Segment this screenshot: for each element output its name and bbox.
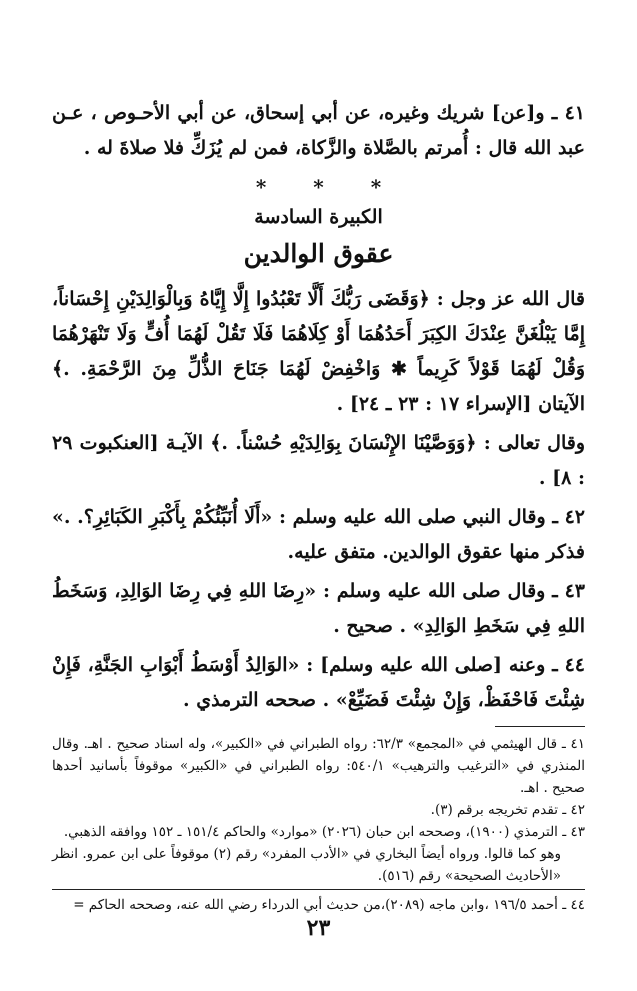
footnote-43: ٤٣ ـ الترمذي (١٩٠٠)، وصححه ابن حبان (٢٠٢٦) «موارد» والحاكم ١٥١/٤ ـ ١٥٢ ووافقه الذهبي. [63,824,585,840]
page-number: ٢٣ [306,915,331,941]
quran-verse-2: وقال تعالى : ﴿وَوَصَّيْنَا الإِنْسَانَ بِوَالِدَيْهِ حُسْناً. .﴾ الآيـة [العنكبوت ٢٩ : ٨] . [52,432,585,489]
footnote-41: ٤١ ـ قال الهيثمي في «المجمع» ٦٢/٣: رواه الطبراني في «الكبير»، وله اسناد صحيح . اهـ. وقال المنذري في «الترغيب والترهيب» ٥٤٠/١: رواه الطبراني في «الكبير» موقوفاً بأسانيد أحدها صحيح . اهـ. [52,736,586,796]
hadith-41: ٤١ ـ و[عن] شريك وغيره، عن أبي إسحاق، عن أبي الأحـوص ، عـن عبد الله قال : أُمرتم بالصَّلاة والزَّكاة، فمن لم يُزَكِّ فلا صلاةَ له . [52,102,585,159]
section-title: عقوق الوالدين [243,239,394,268]
hadith-44: ٤٤ ـ وعنه [صلى الله عليه وسلم] : «الوَالِدُ أَوْسَطُ أَبْوَابِ الجَنَّةِ، فَإِنْ شِئْتَ فَاحْفَظْ، وَإِنْ شِئْتَ فَضَيِّعْ» . صححه الترمذي . [52,654,585,711]
footnote-43-continued: وهو كما قالوا. ورواه أيضاً البخاري في «الأدب المفرد» رقم (٢) موقوفاً على ابن عمرو. انظر «الأحاديث الصحيحة» رقم (٥١٦). [52,846,561,884]
footnote-44: ٤٤ ـ أحمد ١٩٦/٥ ،وابن ماجه (٢٠٨٩)،من حديث أبي الدرداء رضي الله عنه، وصححه الحاكم = [73,897,585,913]
section-subtitle: الكبيرة السادسة [254,206,383,228]
separator-stars: * * * [255,175,382,199]
hadith-42: ٤٢ ـ وقال النبي صلى الله عليه وسلم : «أَلَا أُنَبِّئُكُمْ بِأَكْبَرِ الكَبَائِرِ؟. .» فذكر منها عقوق الوالدين. متفق عليه. [52,506,585,563]
hadith-43: ٤٣ ـ وقال صلى الله عليه وسلم : «رِضَا اللهِ فِي رِضَا الوَالِدِ، وَسَخَطُ اللهِ فِي سَخَطِ الوَالِدِ» . صحيح . [52,580,585,637]
footnote-inner-divider [52,889,585,890]
footnote-divider [495,726,585,727]
footnote-42: ٤٢ ـ تقدم تخريجه برقم (٣). [430,802,585,818]
quran-verse-1: قال الله عز وجل : ﴿وَقَضَى رَبُّكَ أَلَّا تَعْبُدُوا إِلَّا إِيَّاهُ وَبِالْوَالِدَيْنِ إِحْسَاناً، إِمَّا يَبْلُغَنَّ عِنْدَكَ الكِبَرَ أَحَدُهُمَا أَوْ كِلَاهُمَا فَلَا تَقُلْ لَهُمَا أُفٍّ وَلَا تَنْهَرْهُمَا وَقُلْ لَهُمَا قَوْلاً كَرِيماً ✱ وَاخْفِضْ لَهُمَا جَنَاحَ الذُّلِّ مِنَ الرَّحْمَةِ. .﴾ الآيتان [الإسراء ١٧ : ٢٣ ـ ٢٤] . [52,288,585,415]
